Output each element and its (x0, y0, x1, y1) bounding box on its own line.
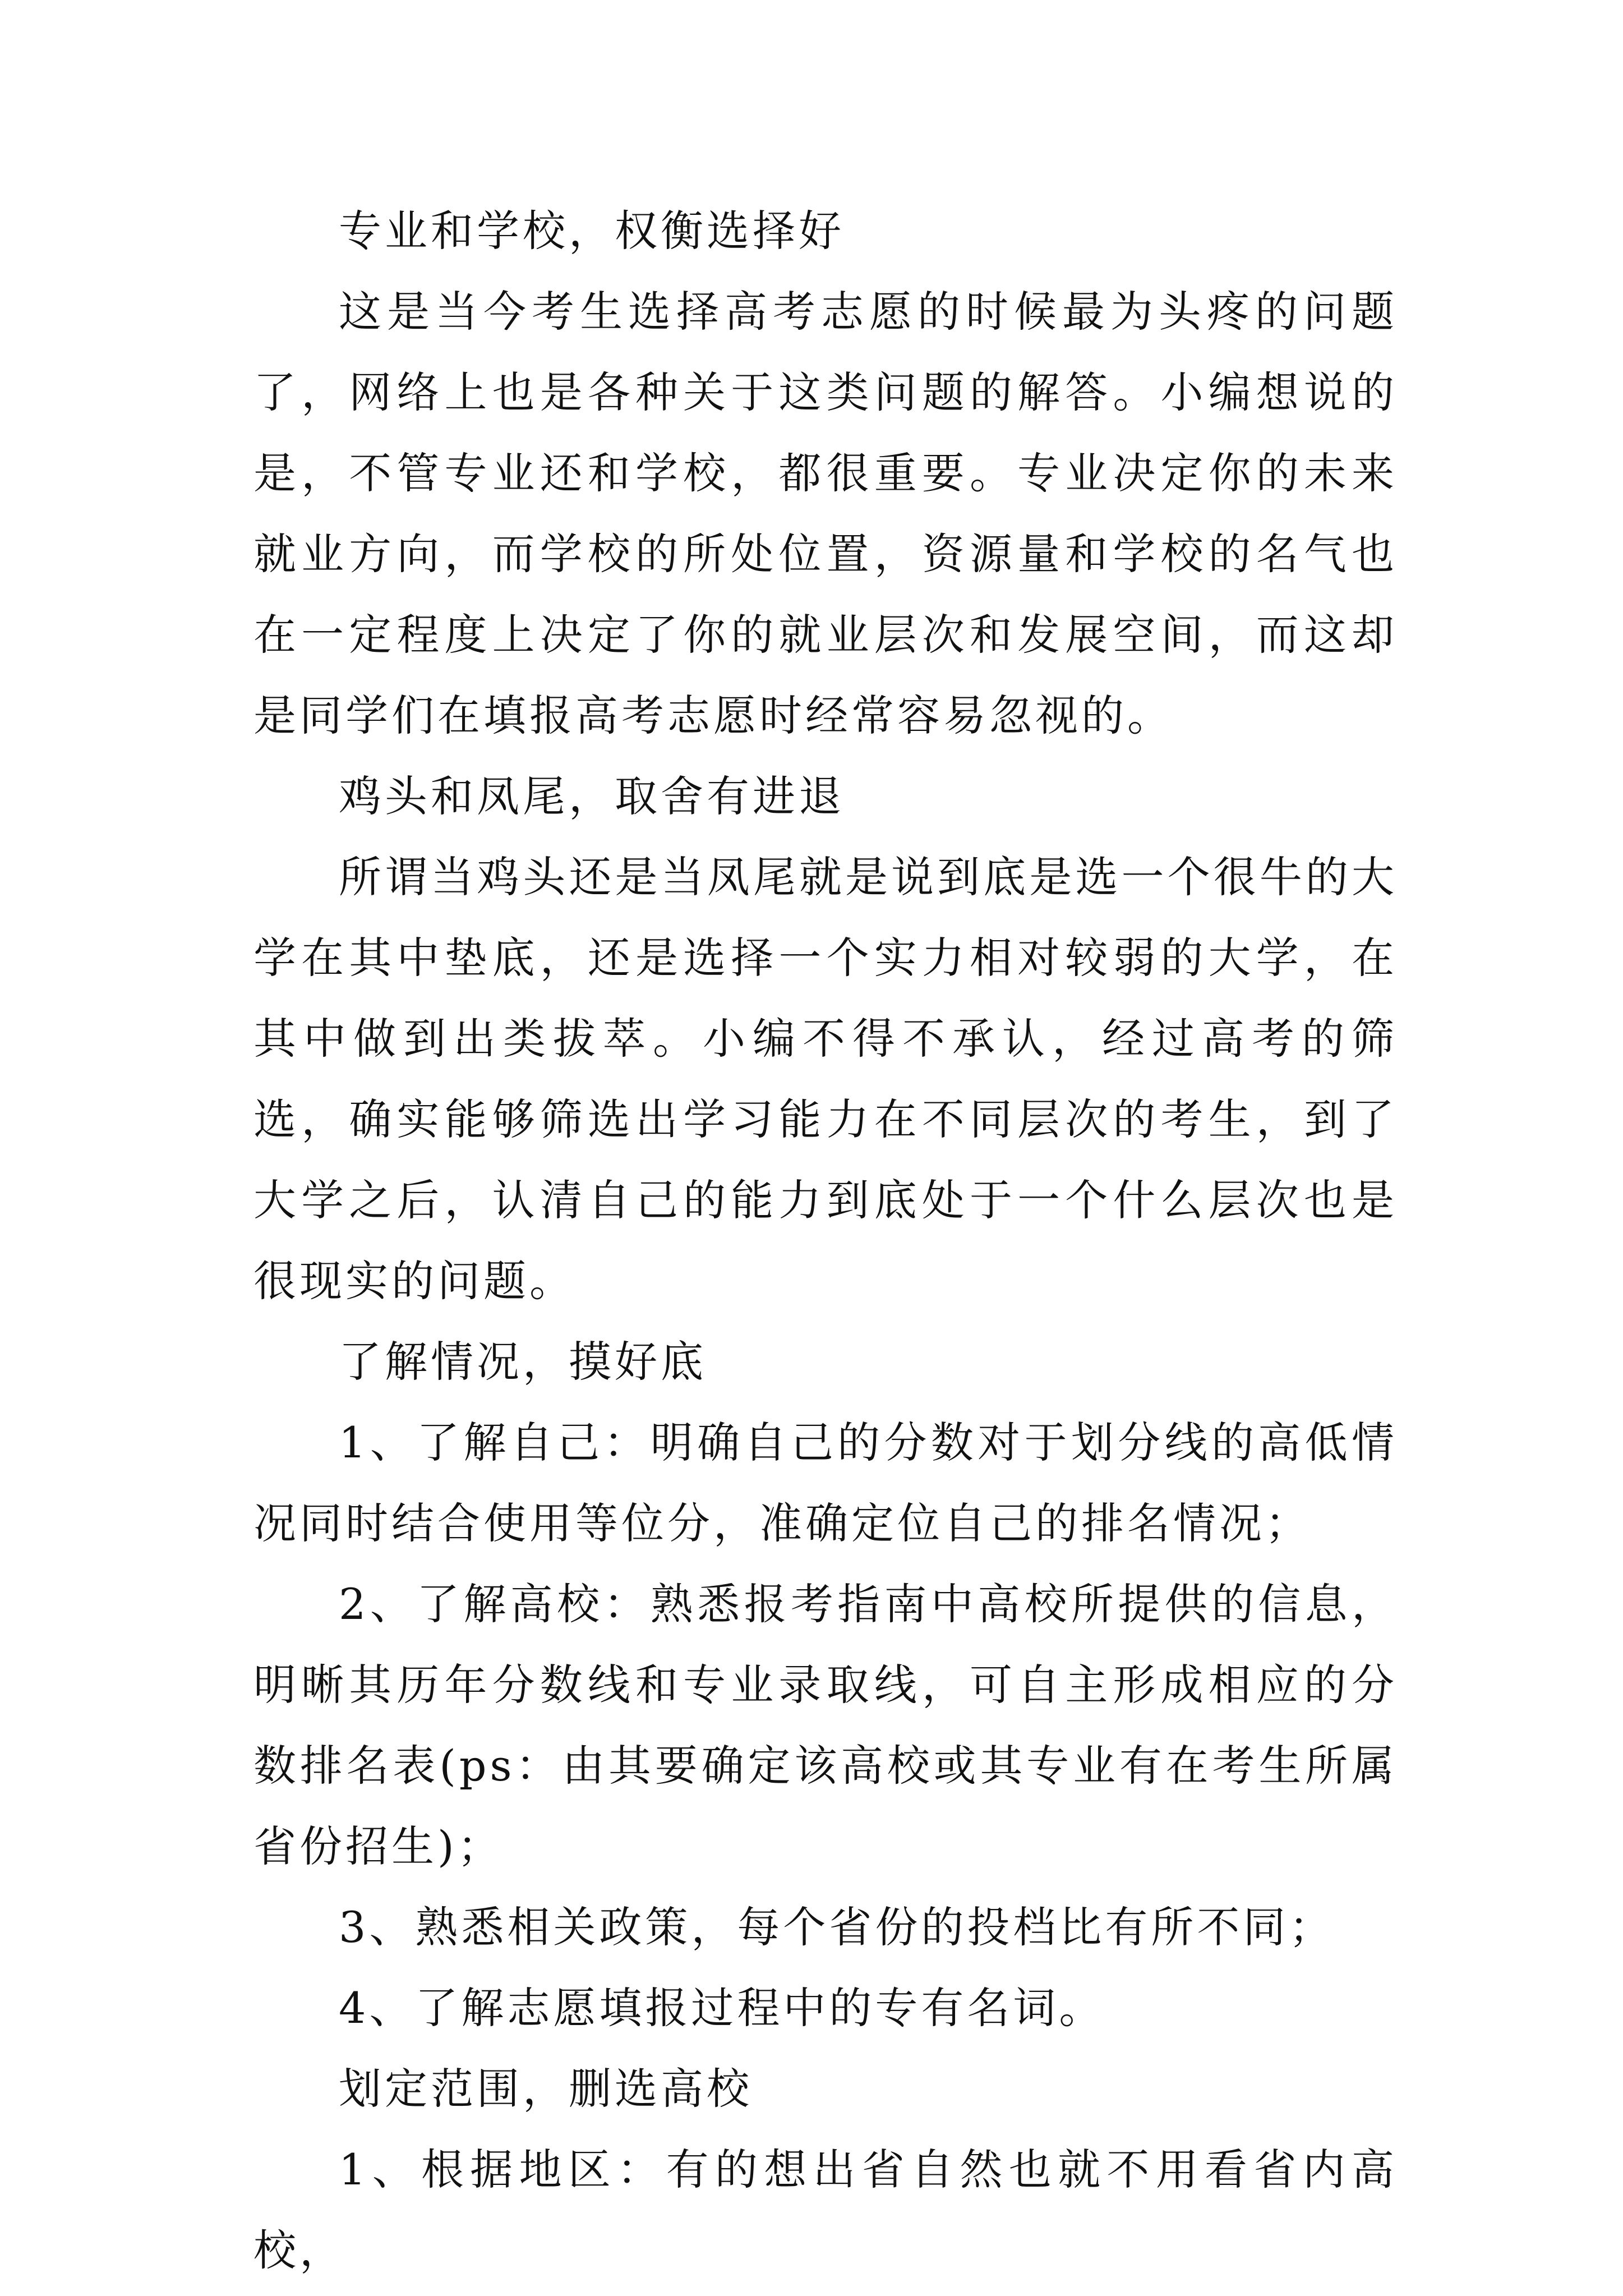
list-item: 3、熟悉相关政策，每个省份的投档比有所不同； (339, 1902, 1335, 1952)
list-item: 1、了解自己：明确自己的分数对于划分线的高低情况同时结合使用等位分，准确定位自己的排名情况； (253, 1418, 1398, 1548)
document-body (253, 191, 1398, 2291)
body-paragraph: 所谓当鸡头还是当凤尾就是说到底是选一个很牛的大学在其中垫底，还是选择一个实力相对较弱的大学，在其中做到出类拔萃。小编不得不承认，经过高考的筛选，确实能够筛选出学习能力在不同层次的考生，到了大学之后，认清自己的能力到底处于一个什么层次也是很现实的问题。 (253, 852, 1398, 1306)
list-item: 4、了解志愿填报过程中的专有名词。 (339, 1983, 1105, 2033)
section-heading: 了解情况，摸好底 (339, 1337, 707, 1387)
list-item: 1、根据地区：有的想出省自然也就不用看省内高校， (253, 2145, 1398, 2275)
section-heading: 专业和学校，权衡选择好 (339, 206, 845, 256)
section-heading: 划定范围，删选高校 (339, 2064, 753, 2114)
list-item: 2、了解高校：熟悉报考指南中高校所提供的信息，明晰其历年分数线和专业录取线，可自主形成相应的分数排名表(ps：由其要确定该高校或其专业有在考生所属省份招生)； (253, 1579, 1398, 1871)
section-heading: 鸡头和凤尾，取舍有进退 (339, 771, 845, 821)
body-paragraph: 这是当今考生选择高考志愿的时候最为头疼的问题了，网络上也是各种关于这类问题的解答。小编想说的是，不管专业还和学校，都很重要。专业决定你的未来就业方向，而学校的所处位置，资源量和学校的名气也在一定程度上决定了你的就业层次和发展空间，而这却是同学们在填报高考志愿时经常容易忽视的。 (253, 287, 1398, 740)
